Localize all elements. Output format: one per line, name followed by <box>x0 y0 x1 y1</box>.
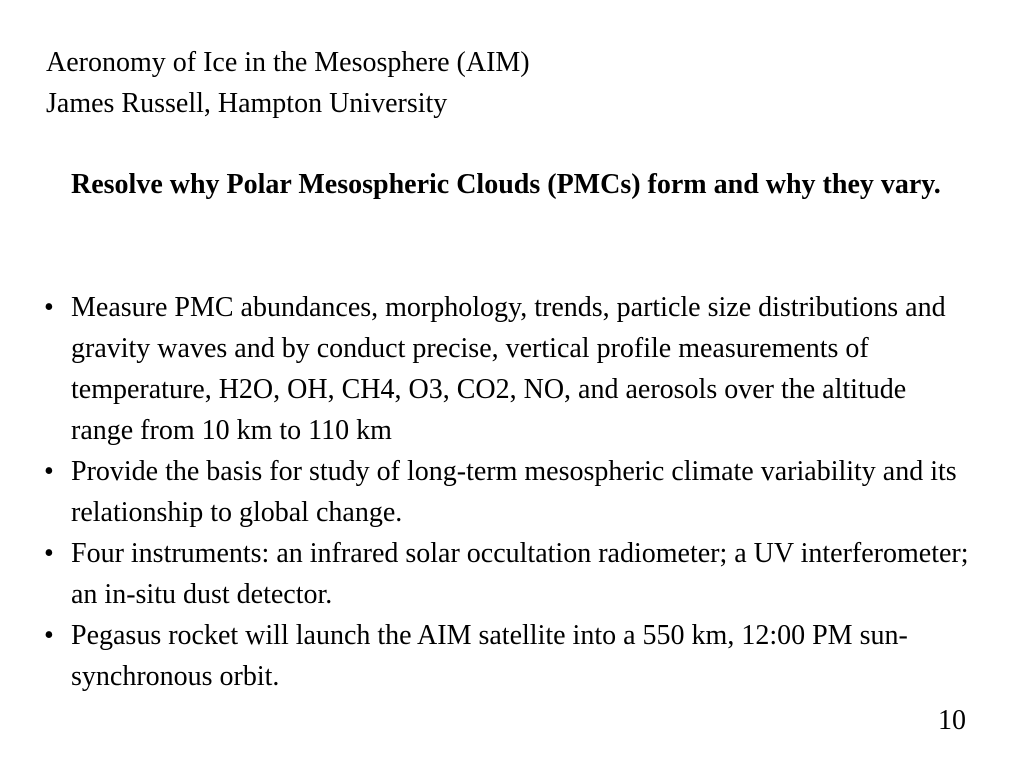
bullet-item <box>44 533 974 615</box>
presenter-line: James Russell, Hampton University <box>46 88 448 119</box>
slide-header <box>46 42 530 124</box>
mission-title: Aeronomy of Ice in the Mesosphere (AIM) <box>46 47 530 78</box>
bullet-list <box>44 287 974 697</box>
bullet-marker: • <box>44 538 54 569</box>
bullet-marker: • <box>44 620 54 651</box>
bullet-marker: • <box>44 292 54 323</box>
bullet-marker: • <box>44 456 54 487</box>
page-number: 10 <box>938 705 966 736</box>
bullet-text: Measure PMC abundances, morphology, trends, particle size distributions and gravity waves and by conduct precise, vertical profile measurements of temperature, H2O, OH, CH4, O3, CO2, NO, and aerosols over the altitude range from 10 km to 110 km <box>71 292 946 446</box>
bullet-item <box>44 451 974 533</box>
objective-statement: Resolve why Polar Mesospheric Clouds (PMCs) form and why they vary. <box>71 169 941 200</box>
bullet-text: Four instruments: an infrared solar occultation radiometer; a UV interferometer; an in-situ dust detector. <box>71 538 969 610</box>
bullet-item <box>44 287 974 451</box>
bullet-item <box>44 615 974 697</box>
bullet-text: Pegasus rocket will launch the AIM satellite into a 550 km, 12:00 PM sun-synchronous orbit. <box>71 620 908 692</box>
bullet-text: Provide the basis for study of long-term mesospheric climate variability and its relationship to global change. <box>71 456 957 528</box>
